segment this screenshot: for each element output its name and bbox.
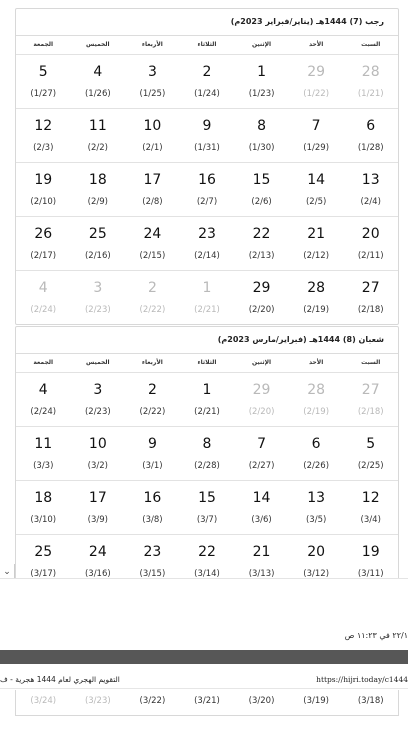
hijri-day-number: 28 — [307, 381, 326, 398]
hijri-day-number: 16 — [143, 489, 162, 506]
hijri-day-number: 6 — [311, 435, 321, 452]
day-cell[interactable] — [16, 109, 71, 162]
month-card-shaban — [15, 326, 399, 586]
hijri-day-number: 1 — [257, 63, 267, 80]
gregorian-date: (3/13) — [248, 568, 275, 579]
day-cell[interactable] — [234, 427, 289, 480]
week-row — [16, 108, 398, 162]
gregorian-date: (3/24) — [30, 696, 57, 706]
hijri-day-number: 11 — [34, 435, 53, 452]
gregorian-date: (3/22) — [139, 696, 166, 706]
week-row — [16, 216, 398, 270]
gregorian-date: (2/19) — [303, 304, 330, 315]
week-row — [16, 372, 398, 426]
hijri-day-number: 5 — [38, 63, 48, 80]
day-cell[interactable] — [125, 109, 180, 162]
gregorian-date: (2/7) — [196, 196, 218, 207]
gregorian-date: (3/2) — [87, 460, 108, 471]
day-cell[interactable] — [125, 427, 180, 480]
gregorian-date: (1/27) — [30, 88, 57, 99]
day-cell[interactable] — [289, 55, 344, 108]
gregorian-date: (2/26) — [303, 460, 330, 471]
day-cell[interactable] — [234, 373, 289, 426]
hijri-day-number: 2 — [147, 381, 157, 398]
gregorian-date: (1/23) — [248, 88, 275, 99]
gregorian-date: (2/17) — [30, 250, 57, 261]
hijri-day-number: 24 — [88, 543, 107, 560]
day-cell[interactable] — [289, 481, 344, 534]
gregorian-date: (2/24) — [30, 304, 57, 315]
week-row — [16, 270, 398, 324]
partial-week-row — [15, 690, 399, 716]
month-title: شعبان (8) 1444هـ (فبراير/مارس 2023م) — [217, 335, 384, 344]
hijri-day-number: 27 — [361, 381, 380, 398]
hijri-day-number: 15 — [252, 171, 271, 188]
day-cell[interactable] — [16, 427, 71, 480]
gregorian-date: (3/15) — [139, 568, 166, 579]
day-cell[interactable] — [16, 217, 71, 270]
gregorian-date: (3/9) — [87, 514, 108, 525]
day-cell[interactable] — [180, 217, 235, 270]
day-cell[interactable] — [343, 271, 398, 324]
hijri-day-number: 4 — [38, 381, 48, 398]
gregorian-date: (2/21) — [194, 304, 220, 315]
print-date: ٢٢/١ في ١١:٢٣ ص — [344, 631, 408, 640]
print-footer — [0, 578, 408, 651]
day-cell[interactable] — [71, 427, 126, 480]
weekday-header — [16, 353, 398, 372]
hijri-day-number: 13 — [307, 489, 326, 506]
hijri-day-number: 3 — [93, 381, 103, 398]
hijri-day-number: 10 — [143, 117, 162, 134]
gregorian-date: (3/20) — [248, 696, 275, 706]
gregorian-date: (1/24) — [194, 88, 220, 99]
weekday-label: الثلاثاء — [197, 41, 217, 48]
hijri-day-number: 3 — [147, 63, 157, 80]
day-cell[interactable] — [289, 373, 344, 426]
gregorian-date: (3/1) — [142, 460, 163, 471]
day-cell[interactable] — [343, 163, 398, 216]
hijri-day-number: 8 — [202, 435, 212, 452]
hijri-day-number: 4 — [93, 63, 103, 80]
day-cell[interactable] — [180, 427, 235, 480]
hijri-day-number: 25 — [88, 225, 107, 242]
hijri-day-number: 1 — [202, 279, 212, 296]
weekday-label: الإثنين — [252, 41, 272, 48]
page-break-band — [0, 650, 408, 664]
hijri-day-number: 12 — [34, 117, 53, 134]
day-cell[interactable] — [16, 481, 71, 534]
day-cell[interactable] — [125, 163, 180, 216]
day-cell[interactable] — [289, 271, 344, 324]
hijri-day-number: 27 — [361, 279, 380, 296]
gregorian-date: (3/23) — [84, 696, 111, 706]
gregorian-date: (2/10) — [30, 196, 57, 207]
hijri-day-number: 12 — [361, 489, 380, 506]
day-cell[interactable] — [234, 271, 289, 324]
gregorian-date: (2/3) — [33, 142, 54, 153]
hijri-day-number: 7 — [311, 117, 321, 134]
day-cell[interactable] — [180, 271, 235, 324]
gregorian-date: (2/2) — [87, 142, 108, 153]
day-cell[interactable] — [71, 271, 126, 324]
gregorian-date: (2/12) — [303, 250, 330, 261]
gregorian-date: (2/21) — [194, 406, 220, 417]
day-cell[interactable] — [343, 55, 398, 108]
gregorian-date: (2/9) — [87, 196, 108, 207]
gregorian-date: (2/18) — [357, 406, 384, 417]
hijri-day-number: 29 — [252, 381, 271, 398]
gregorian-date: (1/26) — [84, 88, 111, 99]
hijri-day-number: 21 — [307, 225, 326, 242]
gregorian-date: (3/12) — [303, 568, 330, 579]
gregorian-date: (2/5) — [305, 196, 327, 207]
gregorian-date: (3/19) — [303, 696, 329, 706]
gregorian-date: (2/23) — [84, 304, 111, 315]
weekday-label: الجمعة — [33, 359, 54, 366]
hijri-day-number: 14 — [307, 171, 326, 188]
hijri-day-number: 17 — [143, 171, 162, 188]
day-cell[interactable] — [71, 217, 126, 270]
hijri-day-number: 15 — [198, 489, 216, 506]
gregorian-date: (2/4) — [360, 196, 381, 207]
day-cell[interactable] — [234, 217, 289, 270]
day-cell[interactable] — [180, 373, 235, 426]
gregorian-date: (2/28) — [194, 460, 220, 471]
gregorian-date: (3/14) — [194, 568, 220, 579]
weekday-label: الأربعاء — [141, 41, 163, 48]
day-cell[interactable] — [343, 481, 398, 534]
weekday-label: الأحد — [308, 359, 324, 366]
gregorian-date: (2/23) — [84, 406, 111, 417]
gregorian-date: (2/27) — [248, 460, 275, 471]
hijri-day-number: 13 — [361, 171, 380, 188]
hijri-day-number: 22 — [252, 225, 271, 242]
hijri-day-number: 20 — [307, 543, 326, 560]
hijri-day-number: 23 — [198, 225, 216, 242]
hijri-day-number: 3 — [93, 279, 103, 296]
gregorian-date: (3/11) — [357, 568, 384, 579]
week-row — [16, 54, 398, 108]
hijri-day-number: 19 — [34, 171, 53, 188]
calendar-grid — [16, 372, 398, 586]
gregorian-date: (3/18) — [357, 696, 384, 706]
day-cell[interactable] — [234, 55, 289, 108]
gregorian-date: (2/20) — [248, 304, 275, 315]
print-header-title: التقويم الهجري لعام 1444 هجرية - ف — [0, 675, 120, 684]
week-row — [16, 480, 398, 534]
gregorian-date: (2/25) — [357, 460, 384, 471]
weekday-label: الخميس — [86, 359, 110, 366]
gregorian-date: (2/22) — [139, 304, 166, 315]
day-cell[interactable] — [71, 481, 126, 534]
day-cell[interactable] — [180, 481, 235, 534]
gregorian-date: (3/10) — [30, 514, 57, 525]
month-card-rajab — [15, 8, 399, 325]
hijri-day-number: 18 — [34, 489, 53, 506]
hijri-day-number: 28 — [307, 279, 326, 296]
day-cell[interactable] — [71, 373, 126, 426]
gregorian-date: (2/8) — [142, 196, 163, 207]
hijri-day-number: 26 — [34, 225, 53, 242]
gregorian-date: (2/13) — [248, 250, 275, 261]
week-row — [16, 162, 398, 216]
gregorian-date: (2/6) — [251, 196, 272, 207]
gregorian-date: (1/22) — [303, 88, 330, 99]
gregorian-date: (1/25) — [139, 88, 166, 99]
gregorian-date: (1/31) — [194, 142, 220, 153]
day-cell[interactable] — [234, 163, 289, 216]
day-cell[interactable] — [16, 373, 71, 426]
day-cell[interactable] — [125, 373, 180, 426]
day-cell[interactable] — [16, 271, 71, 324]
gregorian-date: (1/21) — [357, 88, 384, 99]
weekday-label: الجمعة — [33, 41, 54, 48]
hijri-day-number: 6 — [366, 117, 376, 134]
day-cell[interactable] — [343, 109, 398, 162]
gregorian-date: (3/5) — [305, 514, 327, 525]
day-cell[interactable] — [71, 55, 126, 108]
gregorian-date: (3/4) — [360, 514, 381, 525]
gregorian-date: (2/24) — [30, 406, 57, 417]
day-cell[interactable] — [343, 373, 398, 426]
gregorian-date: (3/6) — [251, 514, 272, 525]
gregorian-date: (3/17) — [30, 568, 57, 579]
gregorian-date: (2/22) — [139, 406, 166, 417]
weekday-label: السبت — [361, 359, 381, 366]
weekday-label: الأربعاء — [141, 359, 163, 366]
day-cell[interactable] — [289, 427, 344, 480]
day-cell[interactable] — [234, 109, 289, 162]
weekday-label: الخميس — [86, 41, 110, 48]
day-cell[interactable] — [343, 217, 398, 270]
hijri-day-number: 11 — [88, 117, 107, 134]
day-cell[interactable] — [125, 481, 180, 534]
hijri-day-number: 29 — [252, 279, 271, 296]
hijri-day-number: 9 — [147, 435, 157, 452]
print-header-url[interactable]: https://hijri.today/c1444 — [316, 675, 408, 684]
gregorian-date: (3/7) — [196, 514, 218, 525]
hijri-day-number: 17 — [88, 489, 107, 506]
gregorian-date: (2/20) — [248, 406, 275, 417]
hijri-day-number: 23 — [143, 543, 162, 560]
weekday-label: الثلاثاء — [197, 359, 217, 366]
gregorian-date: (2/1) — [142, 142, 163, 153]
day-cell[interactable] — [289, 163, 344, 216]
hijri-day-number: 14 — [252, 489, 271, 506]
day-cell[interactable] — [125, 55, 180, 108]
calendar-grid — [16, 54, 398, 324]
hijri-day-number: 2 — [147, 279, 157, 296]
month-title: رجب (7) 1444هـ (يناير/فبراير 2023م) — [230, 17, 384, 26]
day-cell[interactable] — [71, 109, 126, 162]
hijri-day-number: 8 — [257, 117, 267, 134]
chevron-down-icon[interactable]: ⌄ — [0, 564, 15, 580]
hijri-day-number: 28 — [361, 63, 380, 80]
weekday-label: الإثنين — [252, 359, 272, 366]
gregorian-date: (2/18) — [357, 304, 384, 315]
gregorian-date: (2/15) — [139, 250, 166, 261]
hijri-day-number: 20 — [361, 225, 380, 242]
day-cell[interactable] — [343, 427, 398, 480]
day-cell[interactable] — [180, 109, 235, 162]
weekday-label: الأحد — [308, 41, 324, 48]
hijri-day-number: 18 — [88, 171, 107, 188]
gregorian-date: (3/21) — [194, 696, 220, 706]
gregorian-date: (3/16) — [84, 568, 111, 579]
gregorian-date: (3/3) — [33, 460, 54, 471]
gregorian-date: (1/30) — [248, 142, 275, 153]
week-row — [16, 426, 398, 480]
day-cell[interactable] — [125, 217, 180, 270]
hijri-day-number: 7 — [257, 435, 267, 452]
day-cell[interactable] — [234, 481, 289, 534]
day-cell[interactable] — [180, 163, 235, 216]
hijri-day-number: 9 — [202, 117, 212, 134]
gregorian-date: (1/29) — [303, 142, 330, 153]
day-cell[interactable] — [289, 109, 344, 162]
hijri-day-number: 16 — [198, 171, 216, 188]
day-cell[interactable] — [16, 163, 71, 216]
hijri-day-number: 25 — [34, 543, 53, 560]
weekday-header — [16, 35, 398, 54]
hijri-day-number: 4 — [38, 279, 48, 296]
hijri-day-number: 5 — [366, 435, 376, 452]
hijri-day-number: 29 — [307, 63, 326, 80]
hijri-day-number: 2 — [202, 63, 212, 80]
hijri-day-number: 1 — [202, 381, 212, 398]
day-cell[interactable] — [125, 271, 180, 324]
gregorian-date: (2/14) — [194, 250, 220, 261]
day-cell[interactable] — [16, 55, 71, 108]
gregorian-date: (2/16) — [84, 250, 111, 261]
gregorian-date: (2/11) — [357, 250, 384, 261]
hijri-day-number: 21 — [252, 543, 271, 560]
weekday-label: السبت — [361, 41, 381, 48]
hijri-day-number: 10 — [88, 435, 107, 452]
hijri-day-number: 19 — [361, 543, 380, 560]
gregorian-date: (2/19) — [303, 406, 330, 417]
day-cell[interactable] — [71, 163, 126, 216]
day-cell[interactable] — [180, 55, 235, 108]
day-cell[interactable] — [289, 217, 344, 270]
hijri-day-number: 24 — [143, 225, 162, 242]
gregorian-date: (1/28) — [357, 142, 384, 153]
hijri-day-number: 22 — [198, 543, 216, 560]
gregorian-date: (3/8) — [142, 514, 163, 525]
